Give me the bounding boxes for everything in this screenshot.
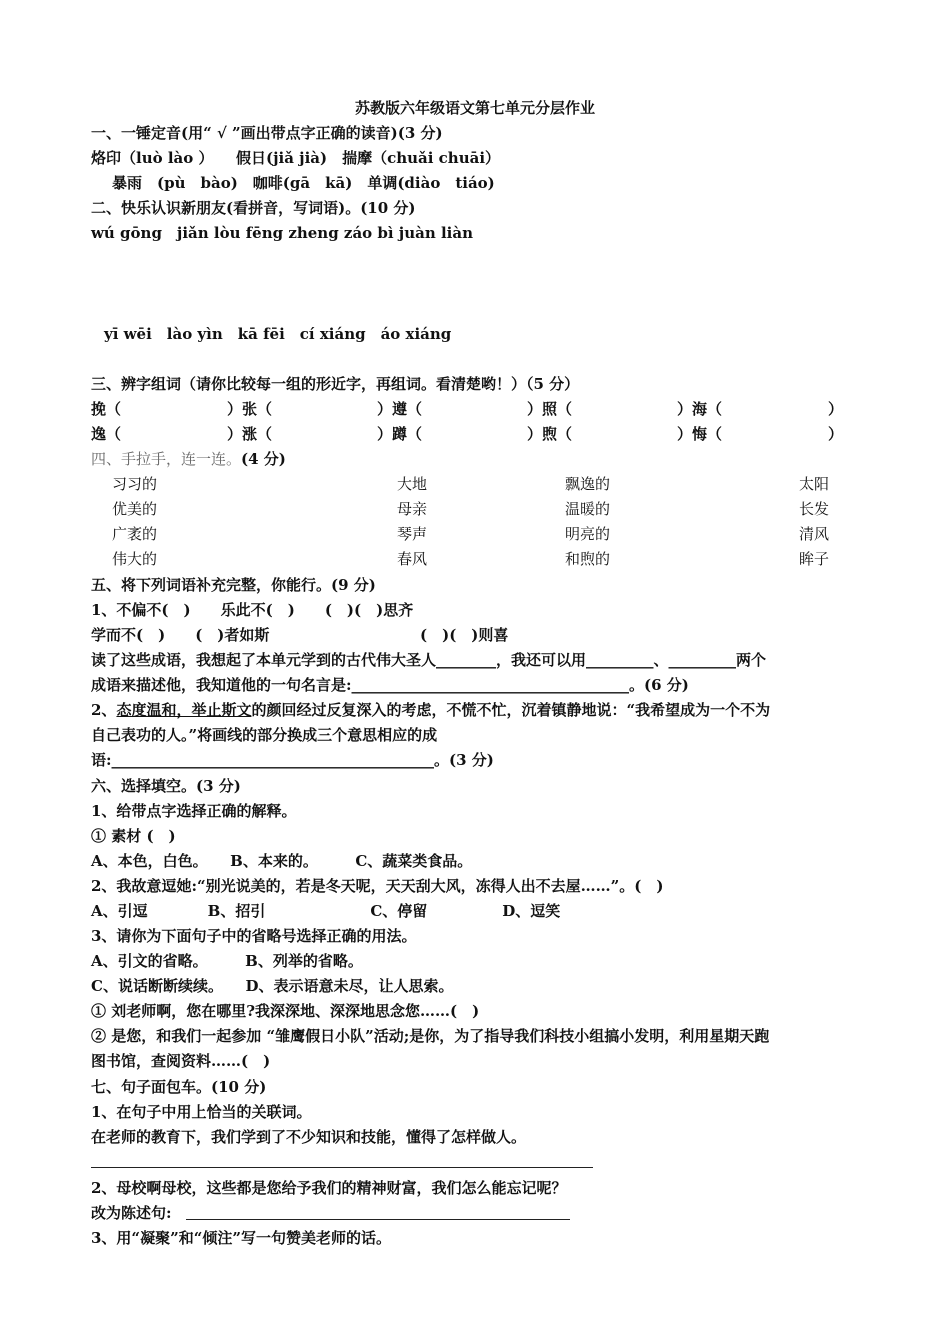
section6-q3-options-a: A、引文的省略。 B、列举的省略。 — [91, 952, 363, 970]
match-item: 大地 — [397, 475, 428, 493]
match-item: 和煦的 — [565, 550, 611, 568]
match-item: 琴声 — [397, 525, 428, 543]
section6-q3: 3、请你为下面句子中的省略号选择正确的用法。 — [91, 927, 417, 945]
section7-q3: 3、用“凝聚”和“倾注”写一句赞美老师的话。 — [91, 1229, 391, 1247]
section4-score: (4 分) — [241, 450, 286, 468]
section6-q3b-line2: 图书馆，查阅资料……( ) — [91, 1052, 271, 1070]
section4-heading: 四、手拉手，连一连。 — [91, 450, 242, 468]
answer-line — [91, 1167, 593, 1168]
section5-heading: 五、将下列词语补充完整，你能行。(9 分) — [91, 576, 376, 594]
section1-heading: 一、一锤定音(用“ √ ”画出带点字正确的读音)(3 分) — [91, 124, 443, 142]
section5-q2-prefix: 2、 — [91, 701, 117, 719]
section6-q1a: ① 素材 ( ) — [91, 827, 176, 845]
section5-line2a: 学而不( ) ( )者如斯 — [91, 626, 270, 644]
section6-q3a: ① 刘老师啊，您在哪里?我深深地、深深地思念您……( ) — [91, 1002, 480, 1020]
match-item: 太阳 — [799, 475, 830, 493]
section1-line2: 暴雨 (pù bào) 咖啡(gā kā) 单调(diào tiáo) — [112, 174, 495, 192]
section5-q2 — [91, 700, 770, 720]
section3-row2-item: ） — [828, 425, 844, 443]
section3-row2-item: ）涨（ — [227, 425, 273, 443]
underlined-phrase: 态度温和，举止斯文 — [116, 701, 252, 719]
section7-q1-sentence: 在老师的教育下，我们学到了不少知识和技能，懂得了怎样做人。 — [91, 1128, 527, 1146]
match-item: 长发 — [799, 500, 830, 518]
match-item: 母亲 — [397, 500, 428, 518]
section7-q2: 2、母校啊母校，这些都是您给予我们的精神财富，我们怎么能忘记呢？ — [91, 1179, 567, 1197]
section3-heading: 三、辨字组词（请你比较每一组的形近字，再组词。看清楚哟！）（5 分） — [91, 375, 580, 393]
section5-line6: 自己表功的人。”将画线的部分换成三个意思相应的成 — [91, 726, 438, 744]
section6-q3b-line1: ② 是您，和我们一起参加 “雏鹰假日小队”活动;是你，为了指导我们科技小组搞小发明，利用星期天跑 — [91, 1027, 770, 1045]
section3-row1-item: ）照（ — [527, 400, 573, 418]
section3-row2-item: ）蹲（ — [377, 425, 423, 443]
section6-q1: 1、给带点字选择正确的解释。 — [91, 802, 297, 820]
answer-line — [186, 1219, 570, 1220]
section3-row1-item: ）张（ — [227, 400, 273, 418]
section2-heading: 二、快乐认识新朋友(看拼音，写词语)。(10 分) — [91, 199, 416, 217]
section6-q3-options-b: C、说话断断续续。 D、表示语意未尽，让人思索。 — [91, 977, 454, 995]
section2-pinyin1: wú gōng jiǎn lòu fēng zheng záo bì juàn liàn — [91, 224, 474, 242]
match-item: 春风 — [397, 550, 428, 568]
section1-line1: 烙印（luò lào ） 假日(jiǎ jià) 揣摩（chuǎi chuāi） — [91, 149, 501, 167]
section4-heading-wrap — [91, 449, 286, 469]
section5-line1: 1、不偏不( ) 乐此不( ) ( )( )思齐 — [91, 601, 414, 619]
match-item: 清风 — [799, 525, 830, 543]
section5-q2-rest: 的颜回经过反复深入的考虑，不慌不忙，沉着镇静地说：“我希望成为一个不为 — [251, 701, 771, 719]
page-title: 苏教版六年级语文第七单元分层作业 — [354, 99, 595, 117]
section5-line4: 成语来描述他，我知道他的一句名言是:_____________________________________。(6 分) — [91, 676, 689, 694]
section5-line3: 读了这些成语，我想起了本单元学到的古代伟大圣人________，我还可以用_________、_________两个 — [91, 651, 767, 669]
section3-row1-item: 挽（ — [91, 400, 122, 418]
section6-q1-options: A、本色，白色。 B、本来的。 C、蔬菜类食品。 — [91, 852, 473, 870]
section3-row2-item: ）悔（ — [677, 425, 723, 443]
section7-q2-prompt: 改为陈述句: — [91, 1204, 172, 1222]
section7-heading: 七、句子面包车。(10 分) — [91, 1078, 267, 1096]
section7-q1: 1、在句子中用上恰当的关联词。 — [91, 1103, 312, 1121]
match-item: 眸子 — [799, 550, 830, 568]
section3-row1-item: ） — [828, 400, 844, 418]
match-item: 飘逸的 — [565, 475, 611, 493]
section3-row1-item: ）遵（ — [377, 400, 423, 418]
section5-line2b: ( )( )则喜 — [420, 626, 509, 644]
section3-row2-item: ）煦（ — [527, 425, 573, 443]
match-item: 伟大的 — [112, 550, 158, 568]
match-item: 习习的 — [112, 475, 158, 493]
section3-row2-item: 逸（ — [91, 425, 122, 443]
match-item: 温暖的 — [565, 500, 611, 518]
section6-heading: 六、选择填空。(3 分) — [91, 777, 241, 795]
section2-pinyin2: yī wēi lào yìn kā fēi cí xiáng áo xiáng — [104, 325, 452, 343]
match-item: 明亮的 — [565, 525, 611, 543]
section6-q2-options: A、引逗 B、招引 C、停留 D、逗笑 — [91, 902, 561, 920]
section6-q2: 2、我故意逗她:“别光说美的，若是冬天呢，天天刮大风，冻得人出不去屋……”。( ) — [91, 877, 664, 895]
match-item: 优美的 — [112, 500, 158, 518]
section3-row1-item: ）海（ — [677, 400, 723, 418]
section5-line7: 语:___________________________________________。(3 分) — [91, 751, 494, 769]
match-item: 广袤的 — [112, 525, 158, 543]
